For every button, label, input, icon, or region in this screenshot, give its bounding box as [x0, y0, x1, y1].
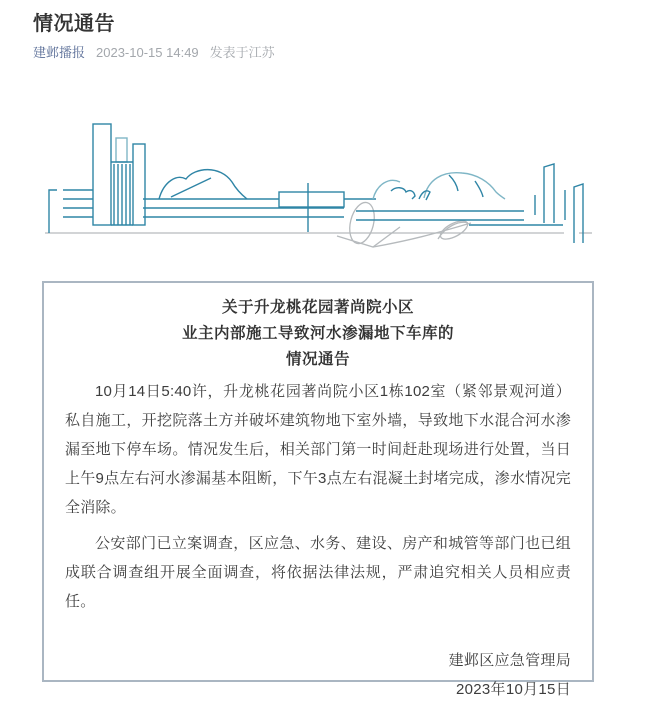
publish-time: 2023-10-15 14:49: [96, 45, 199, 60]
account-name-link[interactable]: 建邺播报: [33, 45, 86, 60]
notice-title-line: 情况通告: [285, 351, 350, 368]
riverfront-box-drawing: [279, 183, 376, 232]
notice-date: 2023年10月15日: [455, 681, 571, 698]
left-buildings-drawing: [49, 124, 145, 233]
notice-title-line: 业主内部施工导致河水渗漏地下车库的: [181, 325, 454, 342]
notice-paragraph: 10月14日5:40许，升龙桃花园著尚院小区1栋102室（紧邻景观河道）私自施工，开挖院落土方并破坏建筑物地下室外墙，导致地下水混合河水渗漏至地下停车场。情况发生后，相关部门第一时间赶赴现场进行处置，当日上午9点左右河水渗漏基本阻断，下午3点左右混凝土封堵完成，渗水情况完全消除。: [65, 383, 571, 516]
expo-center-drawing: [143, 170, 344, 217]
city-skyline-illustration: [43, 112, 595, 248]
bridge-rings-drawing: [337, 200, 471, 247]
notice-signature: 建邺区应急管理局: [448, 652, 571, 669]
theatre-domes-drawing: [356, 173, 563, 225]
article-title: 情况通告: [33, 13, 115, 35]
publish-location: 发表于江苏: [209, 45, 275, 60]
notice-title-line: 关于升龙桃花园著尚院小区: [221, 299, 414, 316]
right-towers-drawing: [535, 164, 583, 243]
article-meta-row: [33, 42, 286, 61]
notice-box: [42, 281, 594, 698]
notice-paragraph: 公安部门已立案调查，区应急、水务、建设、房产和城管等部门也已组成联合调查组开展全面调查，将依据法律法规，严肃追究相关人员相应责任。: [65, 535, 571, 610]
